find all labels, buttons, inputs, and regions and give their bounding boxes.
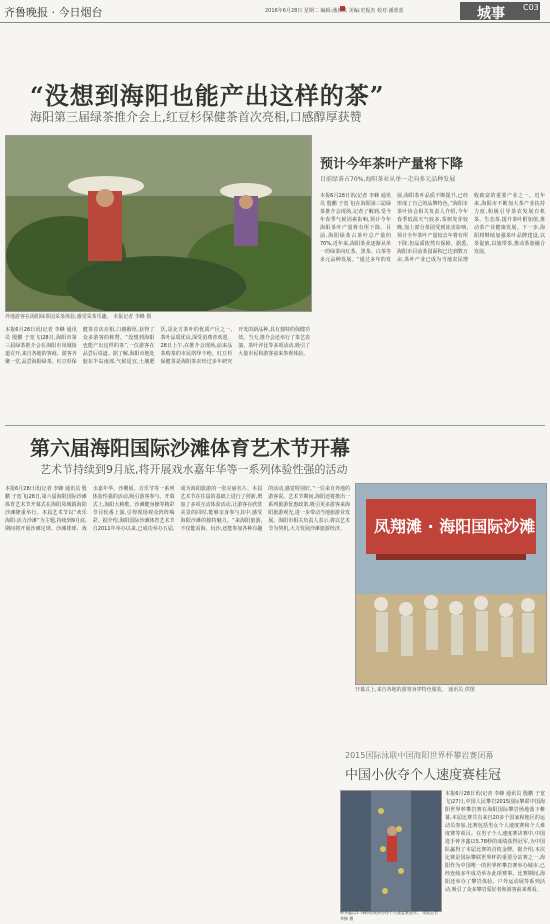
article3-body-right <box>355 700 545 740</box>
article4-tag: 2015国际泳联中国海阳世界杯攀岩赛闭幕 <box>345 751 494 760</box>
article1-subhead: 海阳第三届绿茶推介会上,红豆杉保健茶首次亮相,口感醇厚获赞 <box>30 110 362 124</box>
climbing-photo <box>341 791 441 911</box>
tea-picking-photo <box>6 136 311 311</box>
masthead-logo: 齐鲁晚报 · 今日烟台 <box>4 6 103 19</box>
section-rule <box>5 425 545 426</box>
article3-body: 本报6月28日讯(记者 李蜂 通讯员 殷鹏 于宽飞)28日,第六届海阳国际沙滩体育艺术节开幕式在海阳凤城镇海阳沙滩隆重举行。本届艺术节以“欢乐海阳·活力沙滩”为主题,持续到9月底,期间将开展沙滩足球、沙滩排球、戏水嘉年华、沙雕展、音乐节等一系列体验性强的活动,吸引游客参与。开幕式上,海阳大秧歌、沙滩健身操等精彩节目轮番上演,引得现场观众阵阵喝彩。据介绍,海阳国际沙滩体育艺术节自2011年举办以来,已成功举办五届,成为海阳旅游的一张亮丽名片。本届艺术节在往届的基础上进行了创新,增加了多项互动体验活动,让游客在欣赏美景的同时,能够亲身参与其中,感受海阳沙滩的独特魅力。“来海阳旅游,不仅能看海、玩沙,还能参加各种有趣的活动,感觉特别好。”一位来自外地的游客说。艺术节期间,海阳还将推出一系列旅游优惠政策,吸引更多游客来海阳旅游观光,进一步带动当地旅游业发展。海阳市相关负责人表示,将以艺术节为契机,大力发展沙滩旅游经济。 <box>5 486 350 532</box>
section-title: 城事 <box>477 6 505 22</box>
article2-body: 本报6月28日讯(记者 李蜂 通讯员 殷鹏 于宽飞)在海阳第三届绿茶推介会现场,记者了解到,受今年春季气候因素影响,预计今年海阳茶叶产量将有所下降。目前,海阳绿茶占茶叶总产量的70%,近年来,海阳茶业逐渐从单一的绿茶向红茶、黑茶、白茶等多元品种发展。“通过多年的发展,海阳茶叶品质不断提升,已经形成了自己的品牌特色。”海阳市茶叶协会相关负责人介绍,今年春季低温天气较多,茶树发芽较晚,加上部分茶园受到冻害影响,预计全年茶叶产量较去年将有所下降,但品质依然有保障。据悉,海阳市目前茶园面积已达到数万亩,茶叶产业已成为当地农民增收致富的重要产业之一。近年来,海阳市不断加大茶产业扶持力度,积极引导茶农发展有机茶、生态茶,提升茶叶附加值,推动茶产业健康发展。下一步,海阳将继续加强茶叶品牌建设,以茶促旅,以旅带茶,推动茶旅融合发展。 <box>320 193 545 263</box>
article1-photo-caption: 外地游客在海阳绿茶园采茶体验,感受采茶乐趣。 本报记者 李蜂 摄 <box>5 314 152 320</box>
article2-headline: 预计今年茶叶产量将下降 <box>320 157 464 172</box>
article4-photo <box>340 790 442 912</box>
article4-body: 本报6月28日讯(记者 李蜂 通讯员 殷鹏 于宽飞)27日,中国人民攀岩2015国际攀联中国海阳世界杯攀岩赛在海阳国际攀岩场地落下帷幕,本届比赛共有来自20多个国家和地区的运动员参加,比赛包括男女个人速度赛和个人难度赛等项目。在男子个人速度赛决赛中,中国选手钟齐鑫以5.78秒的成绩获得冠军,为中国队赢得了本届比赛的首枚金牌。据介绍,本次比赛是国际攀联世界杯的重要分站赛之一,海阳作为中国唯一的世界杯攀岩赛举办城市,已经连续多年成功举办此项赛事。比赛期间,海阳还举办了攀岩体验、户外运动展等系列活动,吸引了众多攀岩爱好者和游客前来观看。 <box>445 791 545 893</box>
article3-photo-caption: 开幕式上,来自各地的游客身穿特色服装。 通讯员 供图 <box>355 687 475 693</box>
page-number: C03 <box>523 3 539 12</box>
article3-photo <box>355 483 547 685</box>
article4-headline: 中国小伙夺个人速度赛桂冠 <box>345 768 502 783</box>
article1-headline: “没想到海阳也能产出这样的茶” <box>30 81 385 110</box>
article3-subhead: 艺术节持续到9月底,将开展戏水嘉年华等一系列体验性强的活动 <box>40 463 348 476</box>
photo-banner-text: 凤翔滩 · 海阳国际沙滩 <box>374 517 536 536</box>
article3-headline: 第六届海阳国际沙滩体育艺术节开幕 <box>30 436 350 460</box>
header-meta: 2016年6月28日 星期二 编辑:潘蓝蓝 美编:史振杰 校对:潘蓝蓝 <box>265 8 404 14</box>
article1-photo <box>5 135 312 312</box>
article2-subhead: 目前绿茶占70%,海阳茶业从单一走向多元品种发展 <box>320 176 456 183</box>
article1-body: 本报6月28日讯(记者 李蜂 通讯员 殷鹏 于宽飞)28日,海阳市第三届绿茶推介会在海阳市凤城街道召开,来自各地的客商、游客齐聚一堂,品尝海阳绿茶。红豆杉保健茶首次亮相,口感醇厚,获得了众多游客的称赞。“没想到海阳也能产出这样的茶”,一位游客在品尝后说道。据了解,海阳市地处胶东半岛南部,气候适宜,土壤肥沃,是北方茶叶的优质产区之一,茶叶品质优良,深受消费者欢迎。28日上午,在推介会现场,前来品茶购茶的市民络绎不绝。红豆杉保健茶是海阳茶农经过多年研究开发的新品种,具有独特的保健功效。当天,推介会还举行了茶艺表演、茶叶评比等多项活动,吸引了大量市民和游客前来参观体验。 <box>5 327 310 365</box>
article4-photo-caption: 钟齐鑫以5.78秒的成绩夺得个人速度赛冠军。 本报记者 李蜂 摄 <box>340 910 439 921</box>
top-rule <box>0 22 550 23</box>
